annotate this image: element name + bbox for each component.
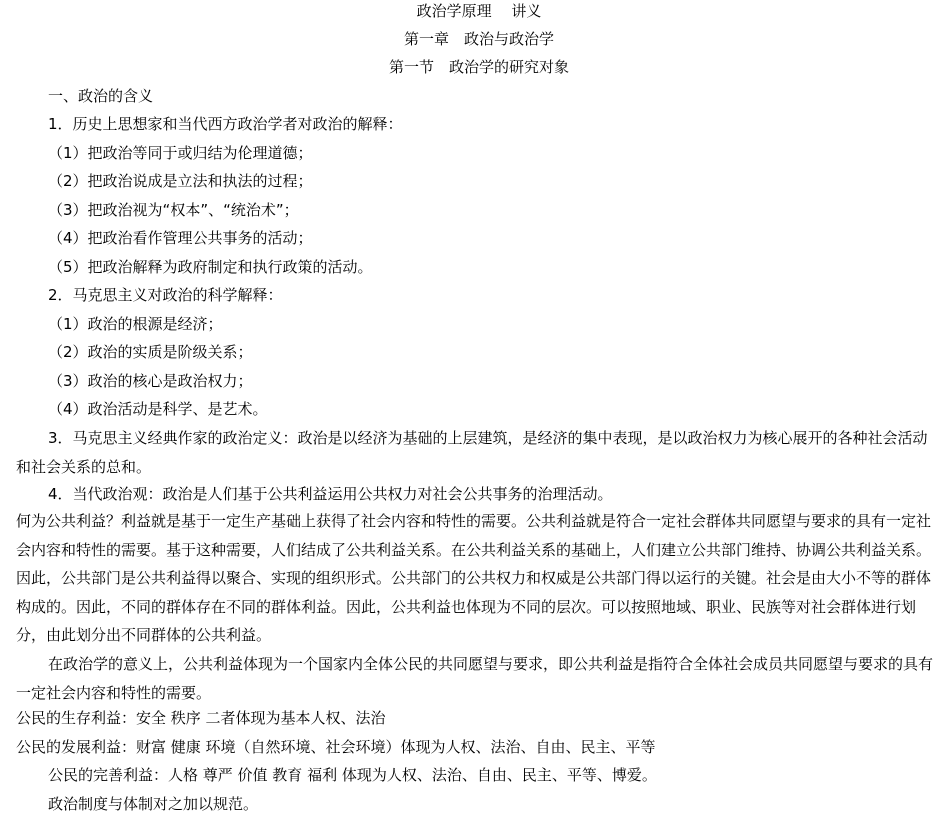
item-2-label: 2．马克思主义对政治的科学解释： [48,286,283,304]
development-interest-line: 公民的发展利益：财富 健康 环境（自然环境、社会环境）体现为人权、法治、自由、民主、平等 [16,738,656,756]
public-interest-paragraph: 何为公共利益？利益就是基于一定生产基础上获得了社会内容和特性的需要。公共利益就是符合一定社会群体共同愿望与要求的具有一定社会内容和特性的需要。基于这种需要，人们结成了公共利益关系。在公共利益关系的基础上，人们建立公共部门维持、协调公共利益关系。因此，公共部门是公共利益得以聚合、实现的组织形式。公共部门的公共权力和权威是公共部门得以运行的关键。社会是由大小不等的群体构成的。因此，不同的群体存在不同的群体利益。因此，公共利益也体现为不同的层次。可以按照地域、职业、民族等对社会群体进行划分，由此划分出不同群体的公共利益。 [16,512,932,645]
section-title: 第一节 政治学的研究对象 [388,58,569,76]
item-2-point-1: （1）政治的根源是经济； [48,315,223,333]
item-4-paragraph: 4．当代政治观：政治是人们基于公共利益运用公共权力对社会公共事务的治理活动。 [48,485,613,503]
item-1-point-5: （5）把政治解释为政府制定和执行政策的活动。 [48,258,373,276]
item-2-point-2: （2）政治的实质是阶级关系； [48,343,253,361]
chapter-title: 第一章 政治与政治学 [403,30,554,48]
heading-political-meaning: 一、政治的含义 [48,87,154,105]
political-meaning-paragraph: 在政治学的意义上，公共利益体现为一个国家内全体公民的共同愿望与要求，即公共利益是指符合全体社会成员共同愿望与要求的具有一定社会内容和特性的需要。 [16,655,934,702]
item-1-point-1: （1）把政治等同于或归结为伦理道德； [48,144,313,162]
item-2-point-4: （4）政治活动是科学、是艺术。 [48,400,268,418]
perfection-interest-line: 公民的完善利益：人格 尊严 价值 教育 福利 体现为人权、法治、自由、民主、平等、博爱。 [48,766,657,784]
survival-interest-line: 公民的生存利益：安全 秩序 二者体现为基本人权、法治 [16,709,386,727]
item-2-point-3: （3）政治的核心是政治权力； [48,372,253,390]
item-1-label: 1．历史上思想家和当代西方政治学者对政治的解释： [48,115,403,133]
regulation-line: 政治制度与体制对之加以规范。 [48,795,259,813]
item-3-paragraph: 3．马克思主义经典作家的政治定义：政治是以经济为基础的上层建筑，是经济的集中表现，是以政治权力为核心展开的各种社会活动和社会关系的总和。 [16,429,928,476]
item-1-point-3: （3）把政治视为“权本”、“统治术”； [48,201,299,219]
item-1-point-2: （2）把政治说成是立法和执法的过程； [48,172,313,190]
document-title: 政治学原理 讲义 [416,2,542,20]
item-1-point-4: （4）把政治看作管理公共事务的活动； [48,229,313,247]
